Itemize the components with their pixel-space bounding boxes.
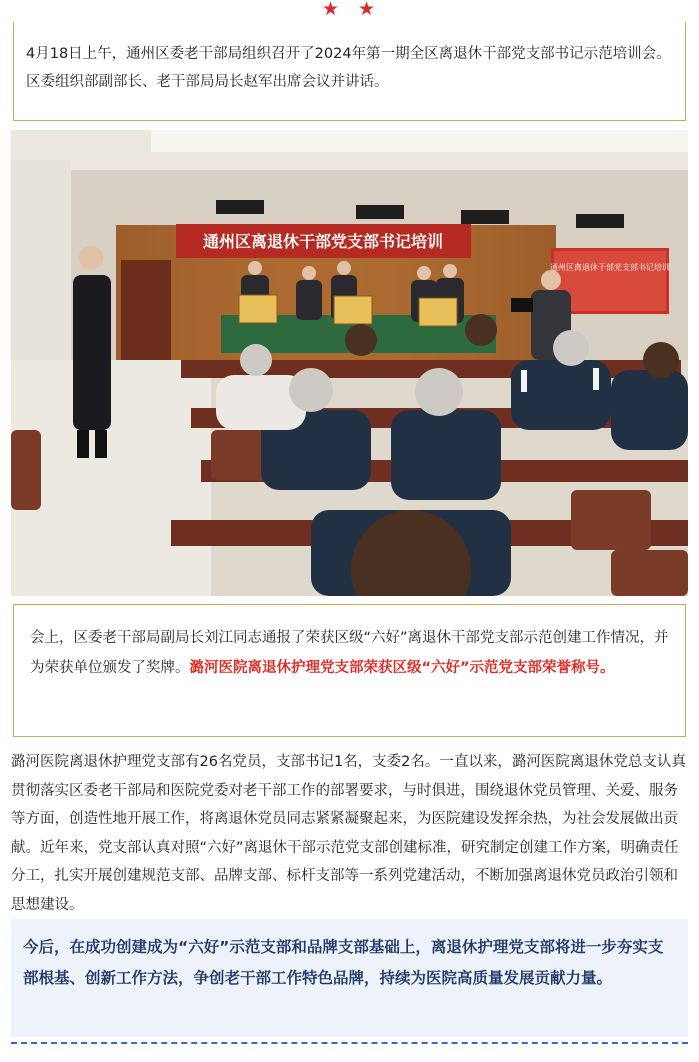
intro-text: 4月18日上午，通州区委老干部局组织召开了2024年第一期全区离退休干部党支部书记示范培训会。区委组织部副部长、老干部局局长赵军出席会议并讲话。 xyxy=(26,46,671,90)
award-paragraph xyxy=(30,623,669,683)
intro-box xyxy=(13,22,686,121)
conclusion-box xyxy=(11,919,688,1037)
bottom-divider xyxy=(11,1042,688,1044)
decorative-stars xyxy=(0,0,699,22)
award-box xyxy=(13,604,686,737)
award-highlight: 潞河医院离退休护理党支部荣获区级“六好”示范党支部荣誉称号。 xyxy=(189,660,615,676)
star-icon: ★ xyxy=(322,0,340,20)
photo-screen-text: 通州区离退休干部党支部书记培训 xyxy=(550,263,670,272)
award-text: 会上，区委老干部局副局长刘江同志通报了荣获区级“六好”离退休干部党支部示范创建工作情况，并为荣获单位颁发了奖牌。 xyxy=(30,630,669,676)
branch-description: 潞河医院离退休护理党支部有26名党员，支部书记1名，支委2名。一直以来，潞河医院离退休党总支认真贯彻落实区委老干部局和医院党委对老干部工作的部署要求，与时俱进，围绕退休党员管理、关爱、服务等方面，创造性地开展工作，将离退休党员同志紧紧凝聚起来，为医院建设发挥余热，为社会发展做出贡献。近年来，党支部认真对照“六好”离退休干部示范党支部创建标准，研究制定创建工作方案，明确责任分工，扎实开展创建规范支部、品牌支部、标杆支部等一系列党建活动，不断加强离退休党员政治引领和思想建设。 xyxy=(11,754,686,913)
event-photo xyxy=(11,130,688,596)
conclusion-text: 今后，在成功创建成为“六好”示范支部和品牌支部基础上，离退休护理党支部将进一步夯实支部根基、创新工作方法，争创老干部工作特色品牌，持续为医院高质量发展贡献力量。 xyxy=(23,938,664,987)
star-icon: ★ xyxy=(358,0,376,20)
photo-banner-text: 通州区离退休干部党支部书记培训 xyxy=(202,232,444,251)
